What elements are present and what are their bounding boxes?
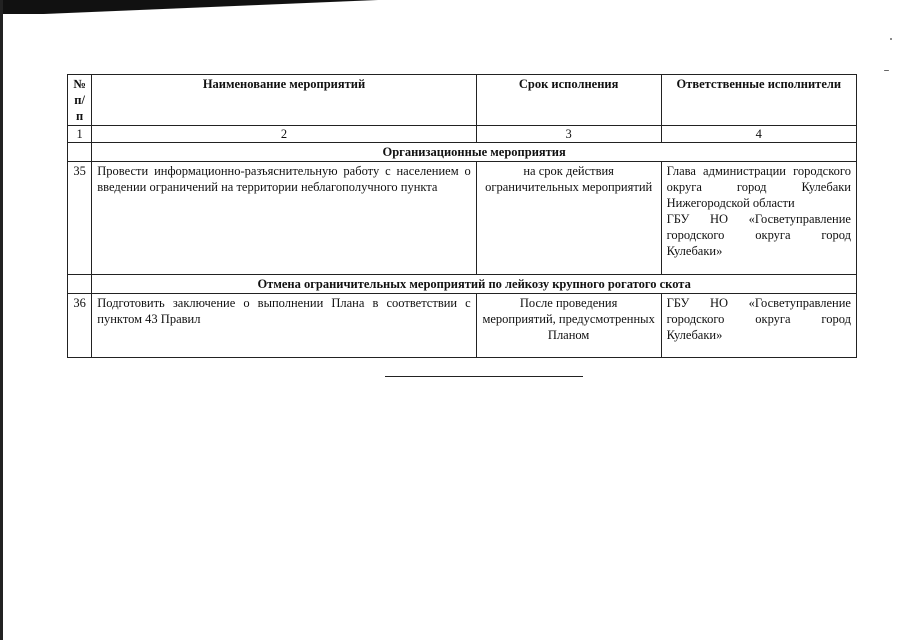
row-term: После проведения мероприятий, предусмотренных Планом [476, 294, 661, 358]
section-row [68, 143, 857, 162]
row-term: на срок действия ограничительных мероприятий [476, 162, 661, 275]
row-activity: Подготовить заключение о выполнении Плана в соответствии с пунктом 43 Правил [92, 294, 476, 358]
plan-table [67, 74, 857, 358]
column-index-row [68, 126, 857, 143]
header-num: № п/п [68, 75, 92, 126]
section-spacer [68, 275, 92, 294]
header-resp: Ответственные исполнители [661, 75, 856, 126]
section-title: Отмена ограничительных мероприятий по лейкозу крупного рогатого скота [92, 275, 857, 294]
responsible-1: Глава администрации городского округа город Кулебаки Нижегородской области [666, 164, 851, 210]
index-cell: 1 [68, 126, 92, 143]
row-responsible [661, 162, 856, 275]
scan-edge-top [0, 0, 905, 14]
header-name: Наименование мероприятий [92, 75, 476, 126]
closing-rule [385, 376, 583, 377]
table-row [68, 162, 857, 275]
section-row [68, 275, 857, 294]
row-number: 36 [68, 294, 92, 358]
responsible-2: ГБУ НО «Госветуправление городского округа город Кулебаки» [666, 212, 851, 258]
header-row [68, 75, 857, 126]
scan-speck [890, 38, 892, 40]
index-cell: 4 [661, 126, 856, 143]
header-term: Срок исполнения [476, 75, 661, 126]
section-spacer [68, 143, 92, 162]
section-title: Организационные мероприятия [92, 143, 857, 162]
row-number: 35 [68, 162, 92, 275]
index-cell: 3 [476, 126, 661, 143]
index-cell: 2 [92, 126, 476, 143]
responsible-1: ГБУ НО «Госветуправление городского округа город Кулебаки» [666, 296, 851, 342]
row-responsible [661, 294, 856, 358]
scan-edge-left [0, 0, 3, 640]
row-activity: Провести информационно-разъяснительную работу с населением о введении ограничений на территории неблагополучного пункта [92, 162, 476, 275]
scan-speck [884, 70, 889, 71]
table-row [68, 294, 857, 358]
